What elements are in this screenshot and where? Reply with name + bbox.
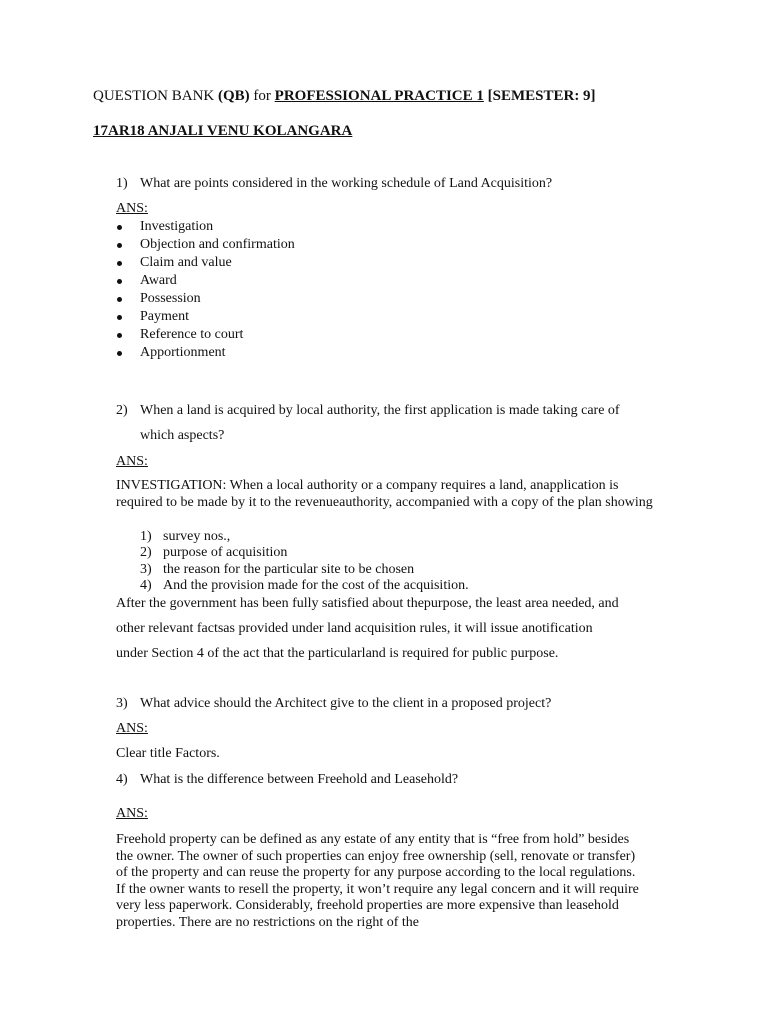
list-item-text: Award [140,273,177,288]
list-item-text: the reason for the particular site to be chosen [163,562,415,577]
question-text: What are points considered in the working schedule of Land Acquisition? [140,176,553,191]
list-item-text: Investigation [140,219,214,234]
student-name: 17AR18 ANJALI VENU KOLANGARA [93,123,353,139]
list-item-text: survey nos., [163,529,231,544]
answer-label: ANS: [116,201,148,216]
question-text-line-2: which aspects? [140,428,225,443]
question-text: What advice should the Architect give to the client in a proposed project? [140,696,552,711]
list-item-number: 3) [140,562,152,577]
semester-label: [SEMESTER: 9] [483,88,596,104]
question-number: 4) [116,772,128,787]
list-item-text: And the provision made for the cost of the acquisition. [163,578,469,593]
course-name: PROFESSIONAL PRACTICE 1 [274,88,484,104]
list-item-text: Reference to court [140,327,244,342]
bullet-icon [117,297,122,302]
list-item-number: 2) [140,545,152,560]
answer-paragraph: Freehold property can be defined as any estate of any entity that is “free from hold” besides the owner. The owner of such properties can enjoy free ownership (sell, renovate or transfer) of the property and can reuse the property for any purpose according to the local regulations. If the owner wants to resell the property, it won’t require any legal concern and it will require very less paperwork. Considerably, freehold properties are more expensive than leasehold properties. There are no restrictions on the right of the [116,832,639,930]
question-number: 2) [116,403,128,418]
answer-label: ANS: [116,721,148,736]
bullet-icon [117,261,122,266]
bullet-icon [117,333,122,338]
title-prefix: QUESTION BANK [93,88,218,104]
list-item-number: 4) [140,578,152,593]
bullet-icon [117,351,122,356]
bullet-icon [117,315,122,320]
bullet-icon [117,225,122,230]
answer-continuation-line-1: After the government has been fully satisfied about thepurpose, the least area needed, and [116,596,619,611]
list-item-text: Possession [140,291,201,306]
list-item-number: 1) [140,529,152,544]
answer-continuation-line-3: under Section 4 of the act that the particularland is required for public purpose. [116,646,559,661]
bullet-icon [117,279,122,284]
list-item-text: purpose of acquisition [163,545,288,560]
question-number: 3) [116,696,128,711]
title-for: for [249,88,275,104]
question-text: What is the difference between Freehold and Leasehold? [140,772,459,787]
answer-paragraph: INVESTIGATION: When a local authority or a company requires a land, anapplication is required to be made by it to the revenueauthority, accompanied with a copy of the plan showing [116,478,653,510]
list-item-text: Payment [140,309,189,324]
list-item-text: Claim and value [140,255,232,270]
answer-text: Clear title Factors. [116,746,220,761]
question-text-line-1: When a land is acquired by local authority, the first application is made taking care of [140,403,620,418]
question-number: 1) [116,176,128,191]
title-qb: (QB) [218,88,250,104]
answer-label: ANS: [116,806,148,821]
list-item-text: Objection and confirmation [140,237,295,252]
answer-label: ANS: [116,454,148,469]
document-title [93,88,596,105]
bullet-icon [117,243,122,248]
list-item-text: Apportionment [140,345,226,360]
answer-continuation-line-2: other relevant factsas provided under land acquisition rules, it will issue anotification [116,621,593,636]
